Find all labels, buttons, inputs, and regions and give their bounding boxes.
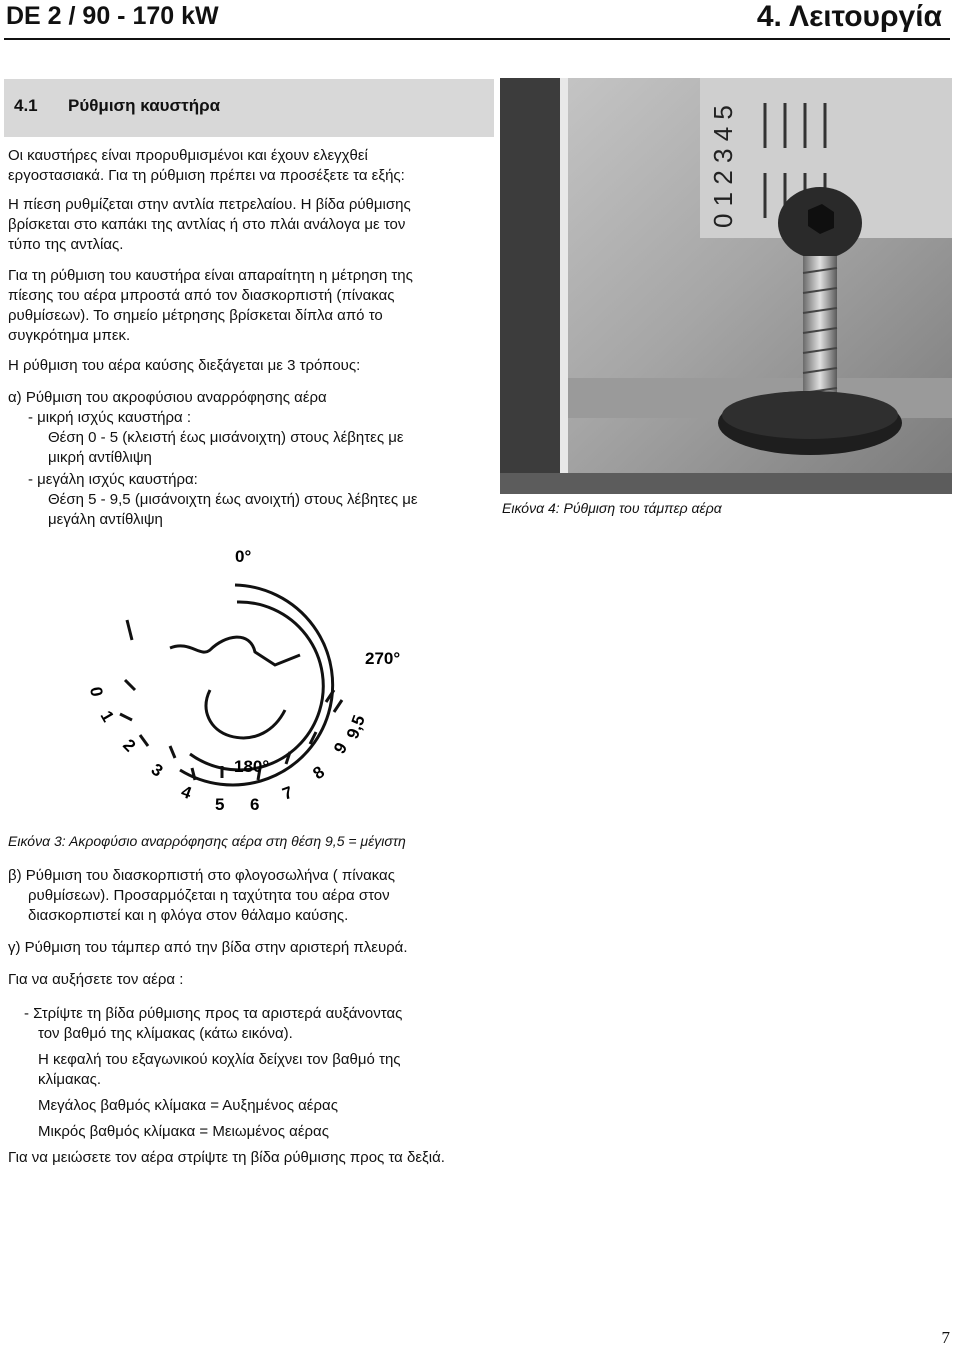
section-number: 4.1 (14, 96, 38, 115)
photo-left-frame (500, 78, 560, 494)
item-a-title: α) Ρύθμιση του ακροφύσιου αναρρόφησης αέρα (8, 389, 327, 406)
dial-mark-7: 7 (279, 782, 296, 804)
dial-mark-9-5: 9,5 (342, 712, 369, 742)
text-line: διασκορπιστεί και η φλόγα στον θάλαμο καύσης. (28, 907, 349, 924)
dial-mark-2: 2 (119, 735, 140, 756)
photo-edge-highlight (560, 78, 568, 494)
text-line: ρυθμίσεων). Προσαρμόζεται η ταχύτητα του αέρα στον (28, 887, 390, 904)
figure-4-caption: Εικόνα 4: Ρύθμιση του τάμπερ αέρα (502, 500, 722, 516)
dial-angle-180-label: 180° (234, 757, 270, 776)
text-line: μεγάλη αντίθλιψη (48, 511, 163, 528)
photo-bottom-edge (500, 473, 952, 494)
text-line: τον βαθμό της κλίμακας (κάτω εικόνα). (38, 1025, 293, 1042)
text-line: Η κεφαλή του εξαγωνικού κοχλία δείχνει τον βαθμό της (38, 1051, 401, 1068)
knurled-nut-top (722, 391, 898, 439)
damper-photo-drawing (500, 78, 952, 494)
dial-drawing (60, 540, 400, 820)
text-line: βρίσκεται στο καπάκι της αντλίας ή στο πλάι ανάλογα με τον (8, 216, 406, 233)
text-line: τύπο της αντλίας. (8, 236, 124, 253)
dial-mark-4: 4 (178, 781, 195, 803)
paragraph-three-ways: Η ρύθμιση του αέρα καύσης διεξάγεται με 3 τρόπους: (8, 357, 361, 374)
dial-mark-3: 3 (147, 759, 167, 781)
paragraph-pump-pressure (8, 195, 411, 255)
header-doc-id: DE 2 / 90 - 170 kW (6, 2, 219, 30)
dial-mark-9: 9 (330, 739, 352, 757)
header-chapter-title: 4. Λειτουργία (756, 0, 942, 33)
text-line: ρυθμίσεων). Το σημείο μέτρησης βρίσκεται δίπλα από το (8, 307, 383, 324)
decrease-air-instruction: Για να μειώσετε τον αέρα στρίψτε τη βίδα ρύθμισης προς τα δεξιά. (8, 1149, 445, 1166)
text-line: Μεγάλος βαθμός κλίμακα = Αυξημένος αέρας (38, 1097, 338, 1114)
text-line: β) Ρύθμιση του διασκορπιστή στο φλογοσωλήνα ( πίνακας (8, 867, 395, 884)
text-line: Η πίεση ρυθμίζεται στην αντλία πετρελαίου. Η βίδα ρύθμισης (8, 196, 411, 213)
dial-curve (206, 690, 285, 738)
text-line: συγκρότημα μπεκ. (8, 327, 131, 344)
item-a-low-power (28, 408, 404, 468)
text-line: Για τη ρύθμιση του καυστήρα είναι απαραίτητη η μέτρηση της (8, 267, 413, 284)
text-line: - μικρή ισχύς καυστήρα : (28, 409, 192, 426)
dial-scale-labels (86, 685, 369, 814)
page-number: 7 (941, 1328, 950, 1347)
figure-3-caption: Εικόνα 3: Ακροφύσιο αναρρόφησης αέρα στη θέση 9,5 = μέγιστη (8, 833, 406, 849)
dial-mark-5: 5 (215, 795, 225, 814)
item-b-diffuser (8, 866, 395, 926)
dial-outer-arc (180, 585, 333, 785)
increase-air-title: Για να αυξήσετε τον αέρα : (8, 971, 184, 988)
text-line: Θέση 0 - 5 (κλειστή έως μισάνοιχτη) στους λέβητες με (48, 429, 404, 446)
text-line: Θέση 5 - 9,5 (μισάνοιχτη έως ανοιχτή) στους λέβητες με (48, 491, 418, 508)
dial-mark-1: 1 (96, 707, 118, 726)
text-line: μικρή αντίθλιψη (48, 449, 152, 466)
dial-angle-270-label: 270° (365, 649, 400, 668)
dial-mark-6: 6 (250, 795, 260, 814)
item-a-high-power (28, 470, 418, 530)
text-line: πίεσης του αέρα μπροστά από τον διασκορπιστή (πίνακας (8, 287, 395, 304)
text-line: - μεγάλη ισχύς καυστήρα: (28, 471, 198, 488)
dial-mark-8: 8 (309, 762, 329, 784)
text-line: κλίμακας. (38, 1071, 102, 1088)
text-line: - Στρίψτε τη βίδα ρύθμισης προς τα αριστερά αυξάνοντας (24, 1005, 403, 1022)
text-line: Μικρός βαθμός κλίμακα = Μειωμένος αέρας (38, 1123, 329, 1140)
item-c-damper: γ) Ρύθμιση του τάμπερ από την βίδα στην αριστερή πλευρά. (8, 939, 408, 956)
air-intake-dial-diagram (60, 540, 400, 820)
dial-profile-line (170, 637, 300, 665)
dial-tick-marks (120, 620, 342, 780)
text-line: Οι καυστήρες είναι προρυθμισμένοι και έχουν ελεγχθεί (8, 147, 368, 164)
damper-photo (500, 78, 952, 494)
paragraph-intro (8, 146, 405, 186)
increase-air-instructions (24, 1004, 402, 1142)
dial-angle-0-label: 0° (235, 547, 252, 566)
dial-inner-arc (190, 602, 323, 770)
text-line: εργοστασιακά. Για τη ρύθμιση πρέπει να προσέξετε τα εξής: (8, 167, 405, 184)
paragraph-air-pressure (8, 266, 413, 346)
header-rule (4, 38, 950, 40)
scale-digits (708, 105, 738, 228)
section-title: Ρύθμιση καυστήρα (68, 96, 221, 115)
dial-mark-0: 0 (86, 685, 107, 699)
scale-digit-text: 0 1 2 3 4 5 (708, 105, 738, 228)
